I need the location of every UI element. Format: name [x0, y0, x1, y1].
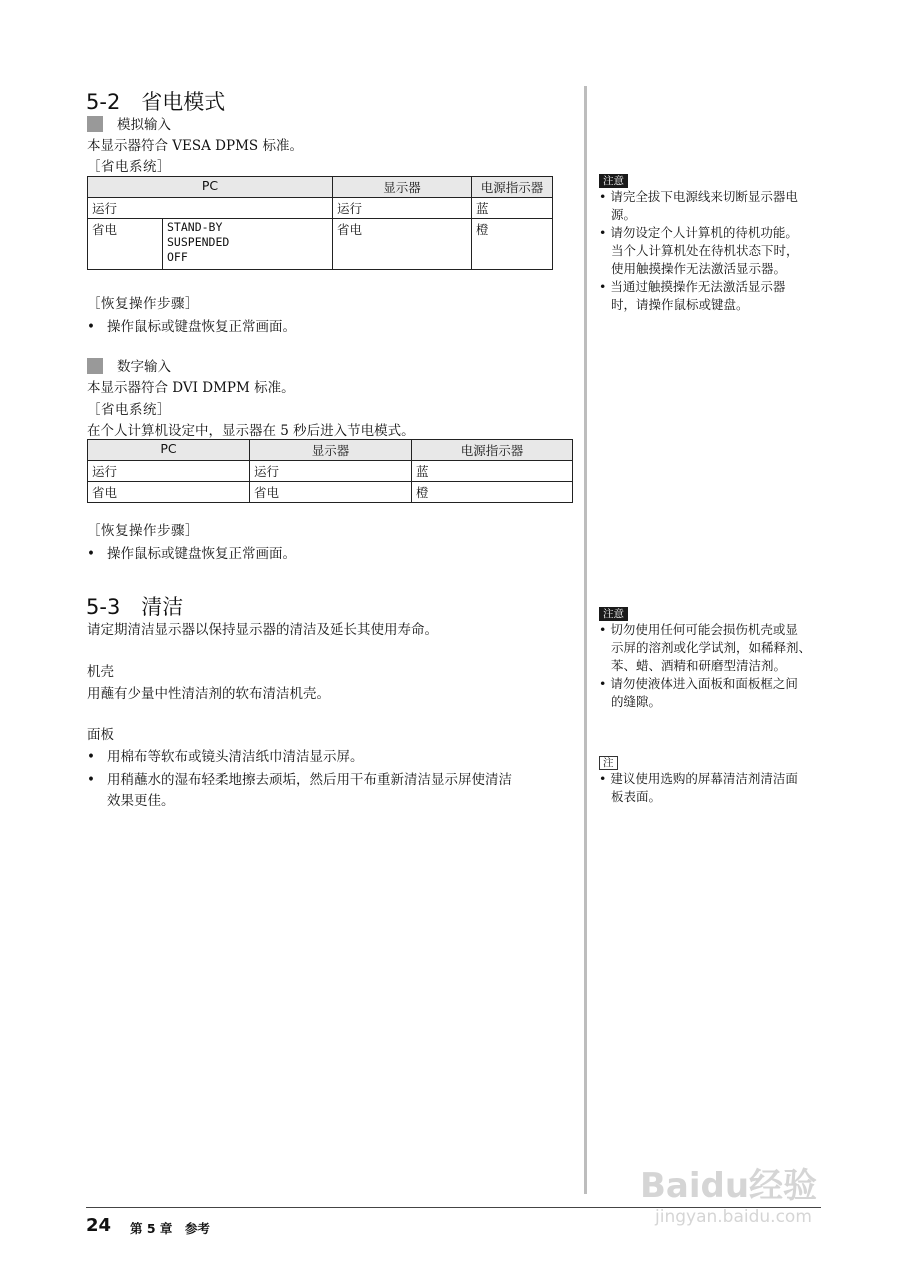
attention-list-2 — [599, 621, 811, 711]
table-header-cell: 电源指示器 — [471, 177, 552, 198]
table-cell: 蓝 — [412, 461, 573, 482]
table-row — [88, 219, 553, 270]
list-item: • 建议使用选购的屏幕清洁剂清洁面 — [599, 771, 798, 786]
list-item-continuation: 当个人计算机处在待机状态下时， — [611, 243, 799, 258]
mode-standby: STAND-BY — [167, 220, 223, 234]
list-item: • 用棉布等软布或镜头清洁纸巾清洁显示屏。 — [87, 749, 364, 765]
chapter-label: 第 5 章 参考 — [130, 1221, 210, 1236]
analog-recovery-label: ［恢复操作步骤］ — [87, 296, 199, 312]
analog-compliance-text: 本显示器符合 VESA DPMS 标准。 — [87, 138, 303, 154]
attention-tag: 注意 — [599, 174, 628, 188]
attention-list-1 — [599, 188, 799, 314]
page-number: 24 — [86, 1215, 112, 1236]
table-cell: 省电 — [88, 219, 163, 270]
table-cell: 运行 — [250, 461, 412, 482]
list-item-continuation: 板表面。 — [611, 789, 662, 804]
table-cell: 橙 — [412, 482, 573, 503]
table-cell: 蓝 — [471, 198, 552, 219]
list-item: • 当通过触摸操作无法激活显示器 — [599, 279, 786, 294]
list-item: • 请勿使液体进入面板和面板框之间 — [599, 676, 798, 691]
note-list — [599, 770, 798, 806]
table-header-row — [88, 440, 573, 461]
list-item: • 切勿使用任何可能会损伤机壳或显 — [599, 622, 798, 637]
section-title-cleaning: 5-3 清洁 — [86, 595, 184, 619]
digital-system-label: ［省电系统］ — [87, 402, 171, 418]
attention-tag: 注意 — [599, 607, 628, 621]
list-item: • 请勿设定个人计算机的待机功能。 — [599, 225, 798, 240]
list-item-continuation: 使用触摸操作无法激活显示器。 — [611, 261, 787, 276]
table-cell-modes — [163, 219, 333, 270]
table-header-cell: 显示器 — [250, 440, 412, 461]
table-row — [88, 198, 553, 219]
square-bullet-icon — [87, 358, 103, 374]
watermark-url: jingyan.baidu.com — [655, 1207, 812, 1227]
mode-off: OFF — [167, 250, 188, 264]
table-cell: 运行 — [88, 198, 333, 219]
analog-power-table — [87, 176, 553, 270]
table-header-cell: PC — [88, 177, 333, 198]
digital-power-table — [87, 439, 573, 503]
table-header-cell: 电源指示器 — [412, 440, 573, 461]
table-row — [88, 461, 573, 482]
table-cell: 省电 — [332, 219, 471, 270]
analog-input-heading: 模拟输入 — [87, 113, 171, 133]
table-header-row — [88, 177, 553, 198]
list-item: • 操作鼠标或键盘恢复正常画面。 — [87, 546, 296, 562]
list-item-continuation: 示屏的溶剂或化学试剂，如稀释剂、 — [611, 640, 812, 655]
list-item-continuation: 效果更佳。 — [107, 793, 175, 809]
panel-heading: 面板 — [87, 727, 114, 743]
analog-system-label: ［省电系统］ — [87, 159, 171, 175]
list-item-continuation: 苯、蜡、酒精和研磨型清洁剂。 — [611, 658, 787, 673]
table-cell: 运行 — [88, 461, 250, 482]
section-title-power-saving: 5-2 省电模式 — [86, 90, 226, 114]
digital-recovery-label: ［恢复操作步骤］ — [87, 523, 199, 539]
list-item-continuation: 的缝隙。 — [611, 694, 662, 709]
digital-input-heading: 数字输入 — [87, 355, 171, 375]
table-cell: 运行 — [332, 198, 471, 219]
column-divider — [584, 86, 587, 1194]
list-item-continuation: 时，请操作鼠标或键盘。 — [611, 297, 749, 312]
list-item: • 操作鼠标或键盘恢复正常画面。 — [87, 319, 296, 335]
table-header-cell: PC — [88, 440, 250, 461]
cabinet-text: 用蘸有少量中性清洁剂的软布清洁机壳。 — [87, 686, 330, 702]
digital-note-text: 在个人计算机设定中，显示器在 5 秒后进入节电模式。 — [87, 423, 415, 439]
list-item-continuation: 源。 — [611, 207, 637, 222]
list-item: • 请完全拔下电源线来切断显示器电 — [599, 189, 798, 204]
table-cell: 橙 — [471, 219, 552, 270]
cleaning-intro-text: 请定期清洁显示器以保持显示器的清洁及延长其使用寿命。 — [87, 622, 438, 638]
digital-compliance-text: 本显示器符合 DVI DMPM 标准。 — [87, 380, 295, 396]
table-cell: 省电 — [88, 482, 250, 503]
mode-suspended: SUSPENDED — [167, 235, 230, 249]
list-item: • 用稍蘸水的湿布轻柔地擦去顽垢，然后用干布重新清洁显示屏使清洁 — [87, 772, 512, 788]
table-header-cell: 显示器 — [332, 177, 471, 198]
cabinet-heading: 机壳 — [87, 664, 114, 680]
table-row — [88, 482, 573, 503]
note-tag: 注 — [599, 756, 618, 770]
square-bullet-icon — [87, 116, 103, 132]
watermark-logo: Baidu经验 — [640, 1166, 818, 1206]
table-cell: 省电 — [250, 482, 412, 503]
